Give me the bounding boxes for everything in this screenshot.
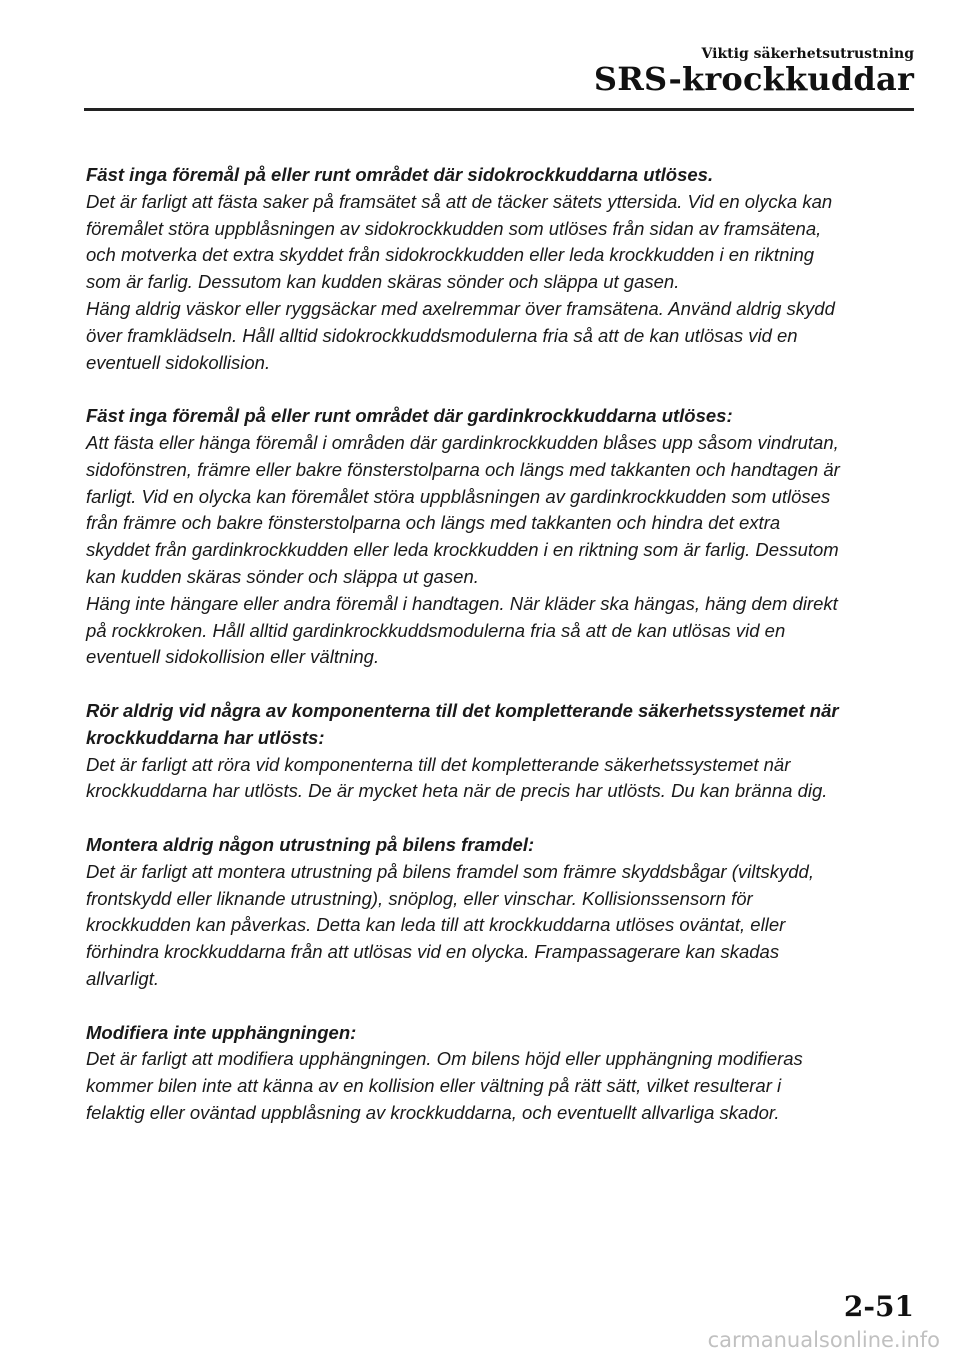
body-line: och motverka det extra skyddet från sidokrockkudden eller leda krockkudden i en riktning: [86, 244, 815, 266]
body-paragraph: [86, 859, 916, 993]
page-number: 2-51: [843, 1290, 914, 1323]
body-line: föremålet störa uppblåsningen av sidokrockkudden som utlöses från sidan av framsätena,: [86, 217, 822, 239]
body-line: från främre och bakre fönsterstolparna och längs med takkanten och hindra det extra: [86, 512, 781, 534]
warning-block: [86, 698, 916, 805]
body-line: farligt. Vid en olycka kan föremålet störa uppblåsningen av gardinkrockkudden som utlöses: [86, 485, 831, 507]
warning-content: [86, 162, 916, 1153]
body-line: Häng aldrig väskor eller ryggsäckar med axelremmar över framsätena. Använd aldrig skydd: [86, 297, 835, 319]
warning-heading: [86, 698, 916, 752]
heading-line: Rör aldrig vid några av komponenterna till det kompletterande säkerhetssystemet när: [86, 699, 839, 721]
page-title: SRS-krockkuddar: [593, 60, 914, 98]
body-line: förhindra krockkuddarna från att utlösas vid en olycka. Frampassagerare kan skadas: [86, 941, 780, 963]
body-line: eventuell sidokollision.: [86, 351, 271, 373]
body-paragraph: [86, 430, 916, 591]
warning-heading: [86, 832, 916, 859]
section-label: Viktig säkerhetsutrustning: [701, 46, 914, 62]
body-line: Att fästa eller hänga föremål i områden där gardinkrockkudden blåses upp såsom vindrutan,: [86, 431, 839, 453]
body-paragraph: [86, 591, 916, 671]
body-paragraph: [86, 752, 916, 806]
header-rule: [84, 108, 914, 111]
page-header: [0, 0, 960, 115]
body-line: på rockkroken. Håll alltid gardinkrockkuddsmodulerna fria så att de kan utlösas vid en: [86, 619, 786, 641]
body-line: Häng inte hängare eller andra föremål i handtagen. När kläder ska hängas, häng dem direkt: [86, 592, 838, 614]
body-line: skyddet från gardinkrockkudden eller leda krockkudden i en riktning som är farlig. Dessutom: [86, 539, 839, 561]
warning-block: [86, 832, 916, 993]
body-line: sidofönstren, främre eller bakre fönsterstolparna och längs med takkanten och handtagen är: [86, 458, 840, 480]
heading-line: Fäst inga föremål på eller runt området där gardinkrockkuddarna utlöses:: [86, 405, 733, 427]
heading-line: Montera aldrig någon utrustning på bilens framdel:: [86, 833, 535, 855]
warning-block: [86, 162, 916, 376]
warning-heading: [86, 403, 916, 430]
body-paragraph: [86, 296, 916, 376]
body-paragraph: [86, 1046, 916, 1126]
body-paragraph: [86, 189, 916, 296]
body-line: allvarligt.: [86, 967, 159, 989]
body-line: kan kudden skäras sönder och släppa ut gasen.: [86, 565, 479, 587]
body-line: Det är farligt att röra vid komponenterna till det kompletterande säkerhetssystemet när: [86, 753, 791, 775]
body-line: eventuell sidokollision eller vältning.: [86, 646, 380, 668]
body-line: krockkuddarna har utlösts. De är mycket heta när de precis har utlösts. Du kan bränna dig.: [86, 780, 828, 802]
body-line: över framklädseln. Håll alltid sidokrockkuddsmodulerna fria så att de kan utlösas vid en: [86, 324, 798, 346]
warning-block: [86, 403, 916, 671]
body-line: Det är farligt att modiﬁera upphängningen. Om bilens höjd eller upphängning modiﬁeras: [86, 1048, 803, 1070]
warning-heading: [86, 162, 916, 189]
body-line: Det är farligt att montera utrustning på bilens framdel som främre skyddsbågar (viltskydd,: [86, 860, 814, 882]
body-line: Det är farligt att fästa saker på framsätet så att de täcker sätets yttersida. Vid en olycka kan: [86, 190, 833, 212]
body-line: som är farlig. Dessutom kan kudden skäras sönder och släppa ut gasen.: [86, 271, 680, 293]
heading-line: krockkuddarna har utlösts:: [86, 726, 325, 748]
body-line: felaktig eller oväntad uppblåsning av krockkuddarna, och eventuellt allvarliga skador.: [86, 1101, 780, 1123]
heading-line: Fäst inga föremål på eller runt området där sidokrockkuddarna utlöses.: [86, 164, 714, 185]
warning-block: [86, 1020, 916, 1127]
body-line: krockkudden kan påverkas. Detta kan leda till att krockkuddarna utlöses oväntat, eller: [86, 914, 786, 936]
body-line: kommer bilen inte att känna av en kollision eller vältning på rätt sätt, vilket resulterar i: [86, 1075, 782, 1097]
body-line: frontskydd eller liknande utrustning), snöplog, eller vinschar. Kollisionssensorn för: [86, 887, 753, 909]
watermark: carmanualsonline.info: [707, 1328, 940, 1352]
heading-line: Modiﬁera inte upphängningen:: [86, 1021, 357, 1043]
warning-heading: [86, 1020, 916, 1047]
